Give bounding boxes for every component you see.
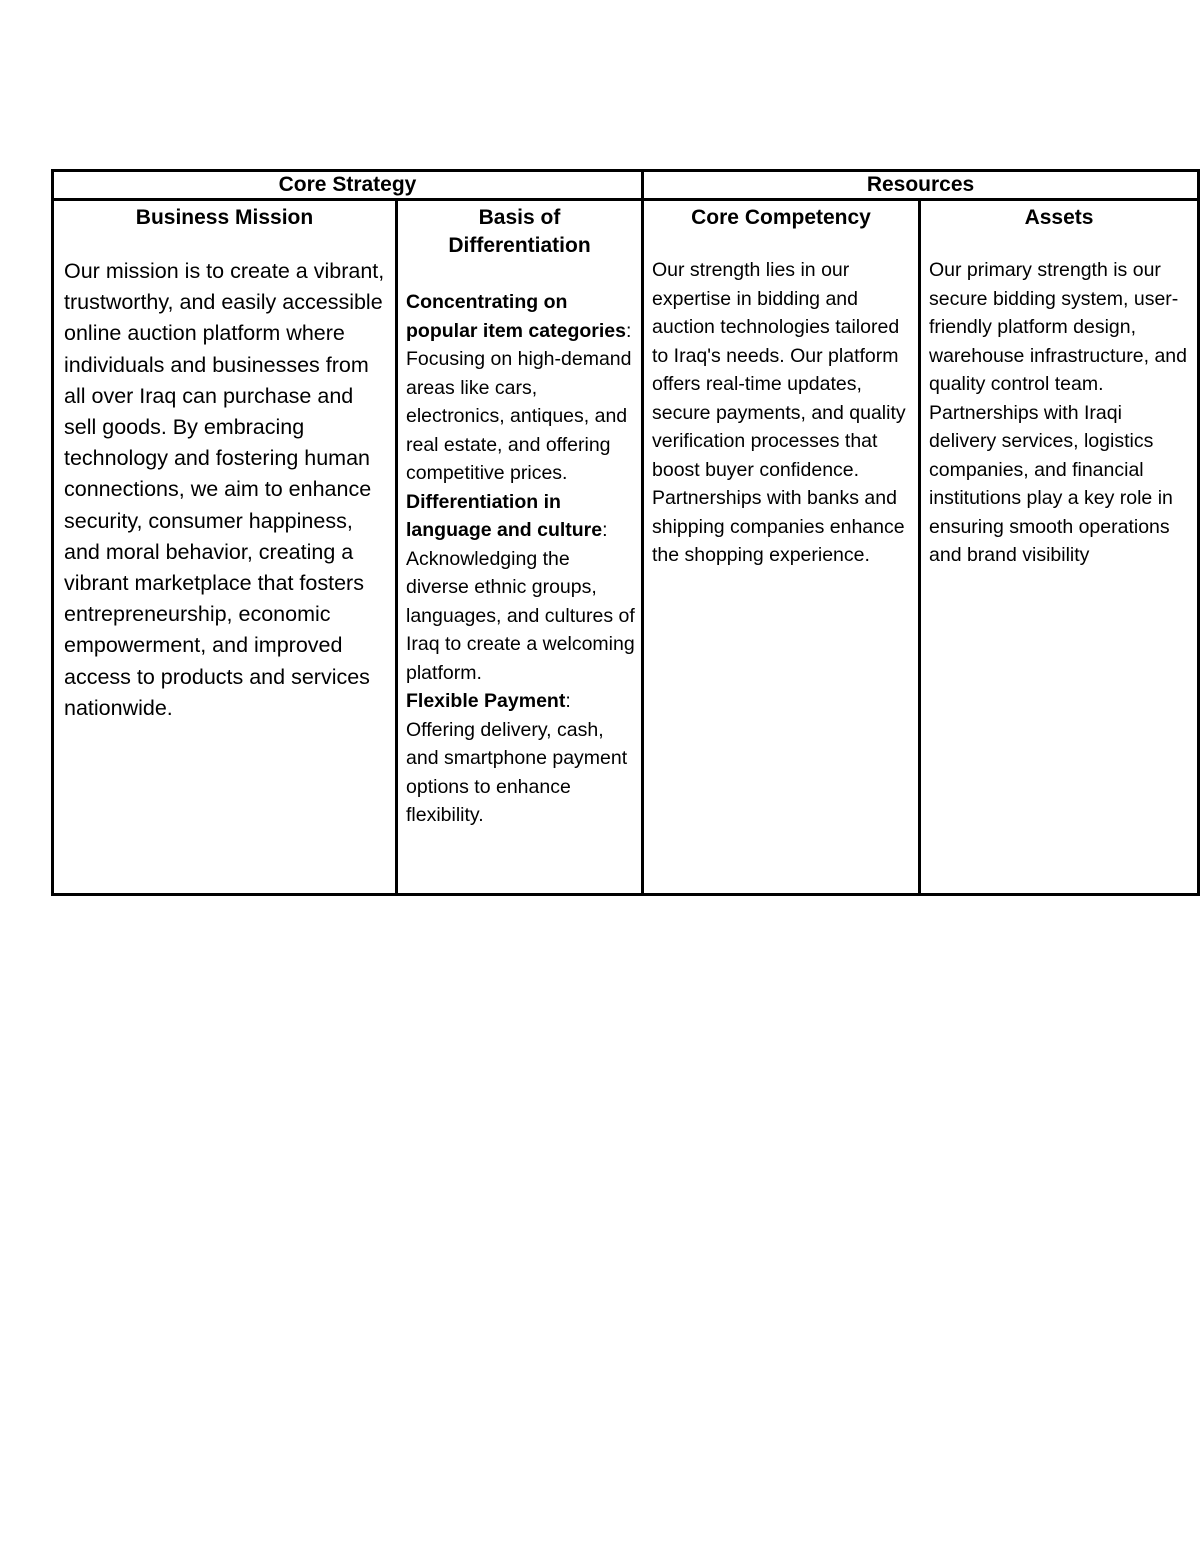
point-text: : Focusing on high-demand areas like cars, electronics, antiques, and real estate, and offering competitive prices. [406,319,632,484]
differentiation-point-language-culture [406,488,635,688]
assets-text: Our primary strength is our secure bidding system, user-friendly platform design, warehouse infrastructure, and quality control team. Partnerships with Iraqi delivery services, logistics companies, and financial institutions play a key role in ensuring smooth operations and brand visibility [929,259,1187,566]
differentiation-points [406,288,635,830]
differentiation-title-line2: Differentiation [448,234,591,257]
differentiation-title-line1: Basis of [478,206,561,229]
point-title: Differentiation in language and culture [406,490,603,541]
point-text: : Offering delivery, cash, and smartphone payment options to enhance flexibility. [406,690,628,826]
point-title: Concentrating on popular item categories [406,291,626,342]
resources-header: Resources [643,171,1199,200]
business-mission-cell [53,200,397,895]
point-title: Flexible Payment [406,690,566,712]
point-text: : Acknowledging the diverse ethnic groups, languages, and cultures of Iraq to create a welcoming platform. [406,519,635,684]
content-row [53,200,1199,895]
core-competency-cell [643,200,920,895]
core-competency-text: Our strength lies in our expertise in bidding and auction technologies tailored to Iraq's needs. Our platform offers real-time updates, secure payments, and quality verification processes that boost buyer confidence. Partnerships with banks and shipping companies enhance the shopping experience. [652,259,906,566]
core-competency-title: Core Competency [691,206,871,229]
differentiation-point-payment [406,687,635,830]
strategy-resources-table [51,169,1200,896]
business-mission-text: Our mission is to create a vibrant, trustworthy, and easily accessible online auction platform where individuals and businesses from all over Iraq can purchase and sell goods. By embracing technology and fostering human connections, we aim to enhance security, consumer happiness, and moral behavior, creating a vibrant marketplace that fosters entrepreneurship, economic empowerment, and improved access to products and services nationwide. [64,259,385,720]
assets-title: Assets [1024,206,1094,229]
business-mission-title: Business Mission [135,206,314,229]
differentiation-title [404,204,635,260]
assets-cell [920,200,1199,895]
differentiation-cell [397,200,643,895]
differentiation-point-categories [406,288,635,488]
core-strategy-header: Core Strategy [53,171,643,200]
group-header-row [53,171,1199,200]
